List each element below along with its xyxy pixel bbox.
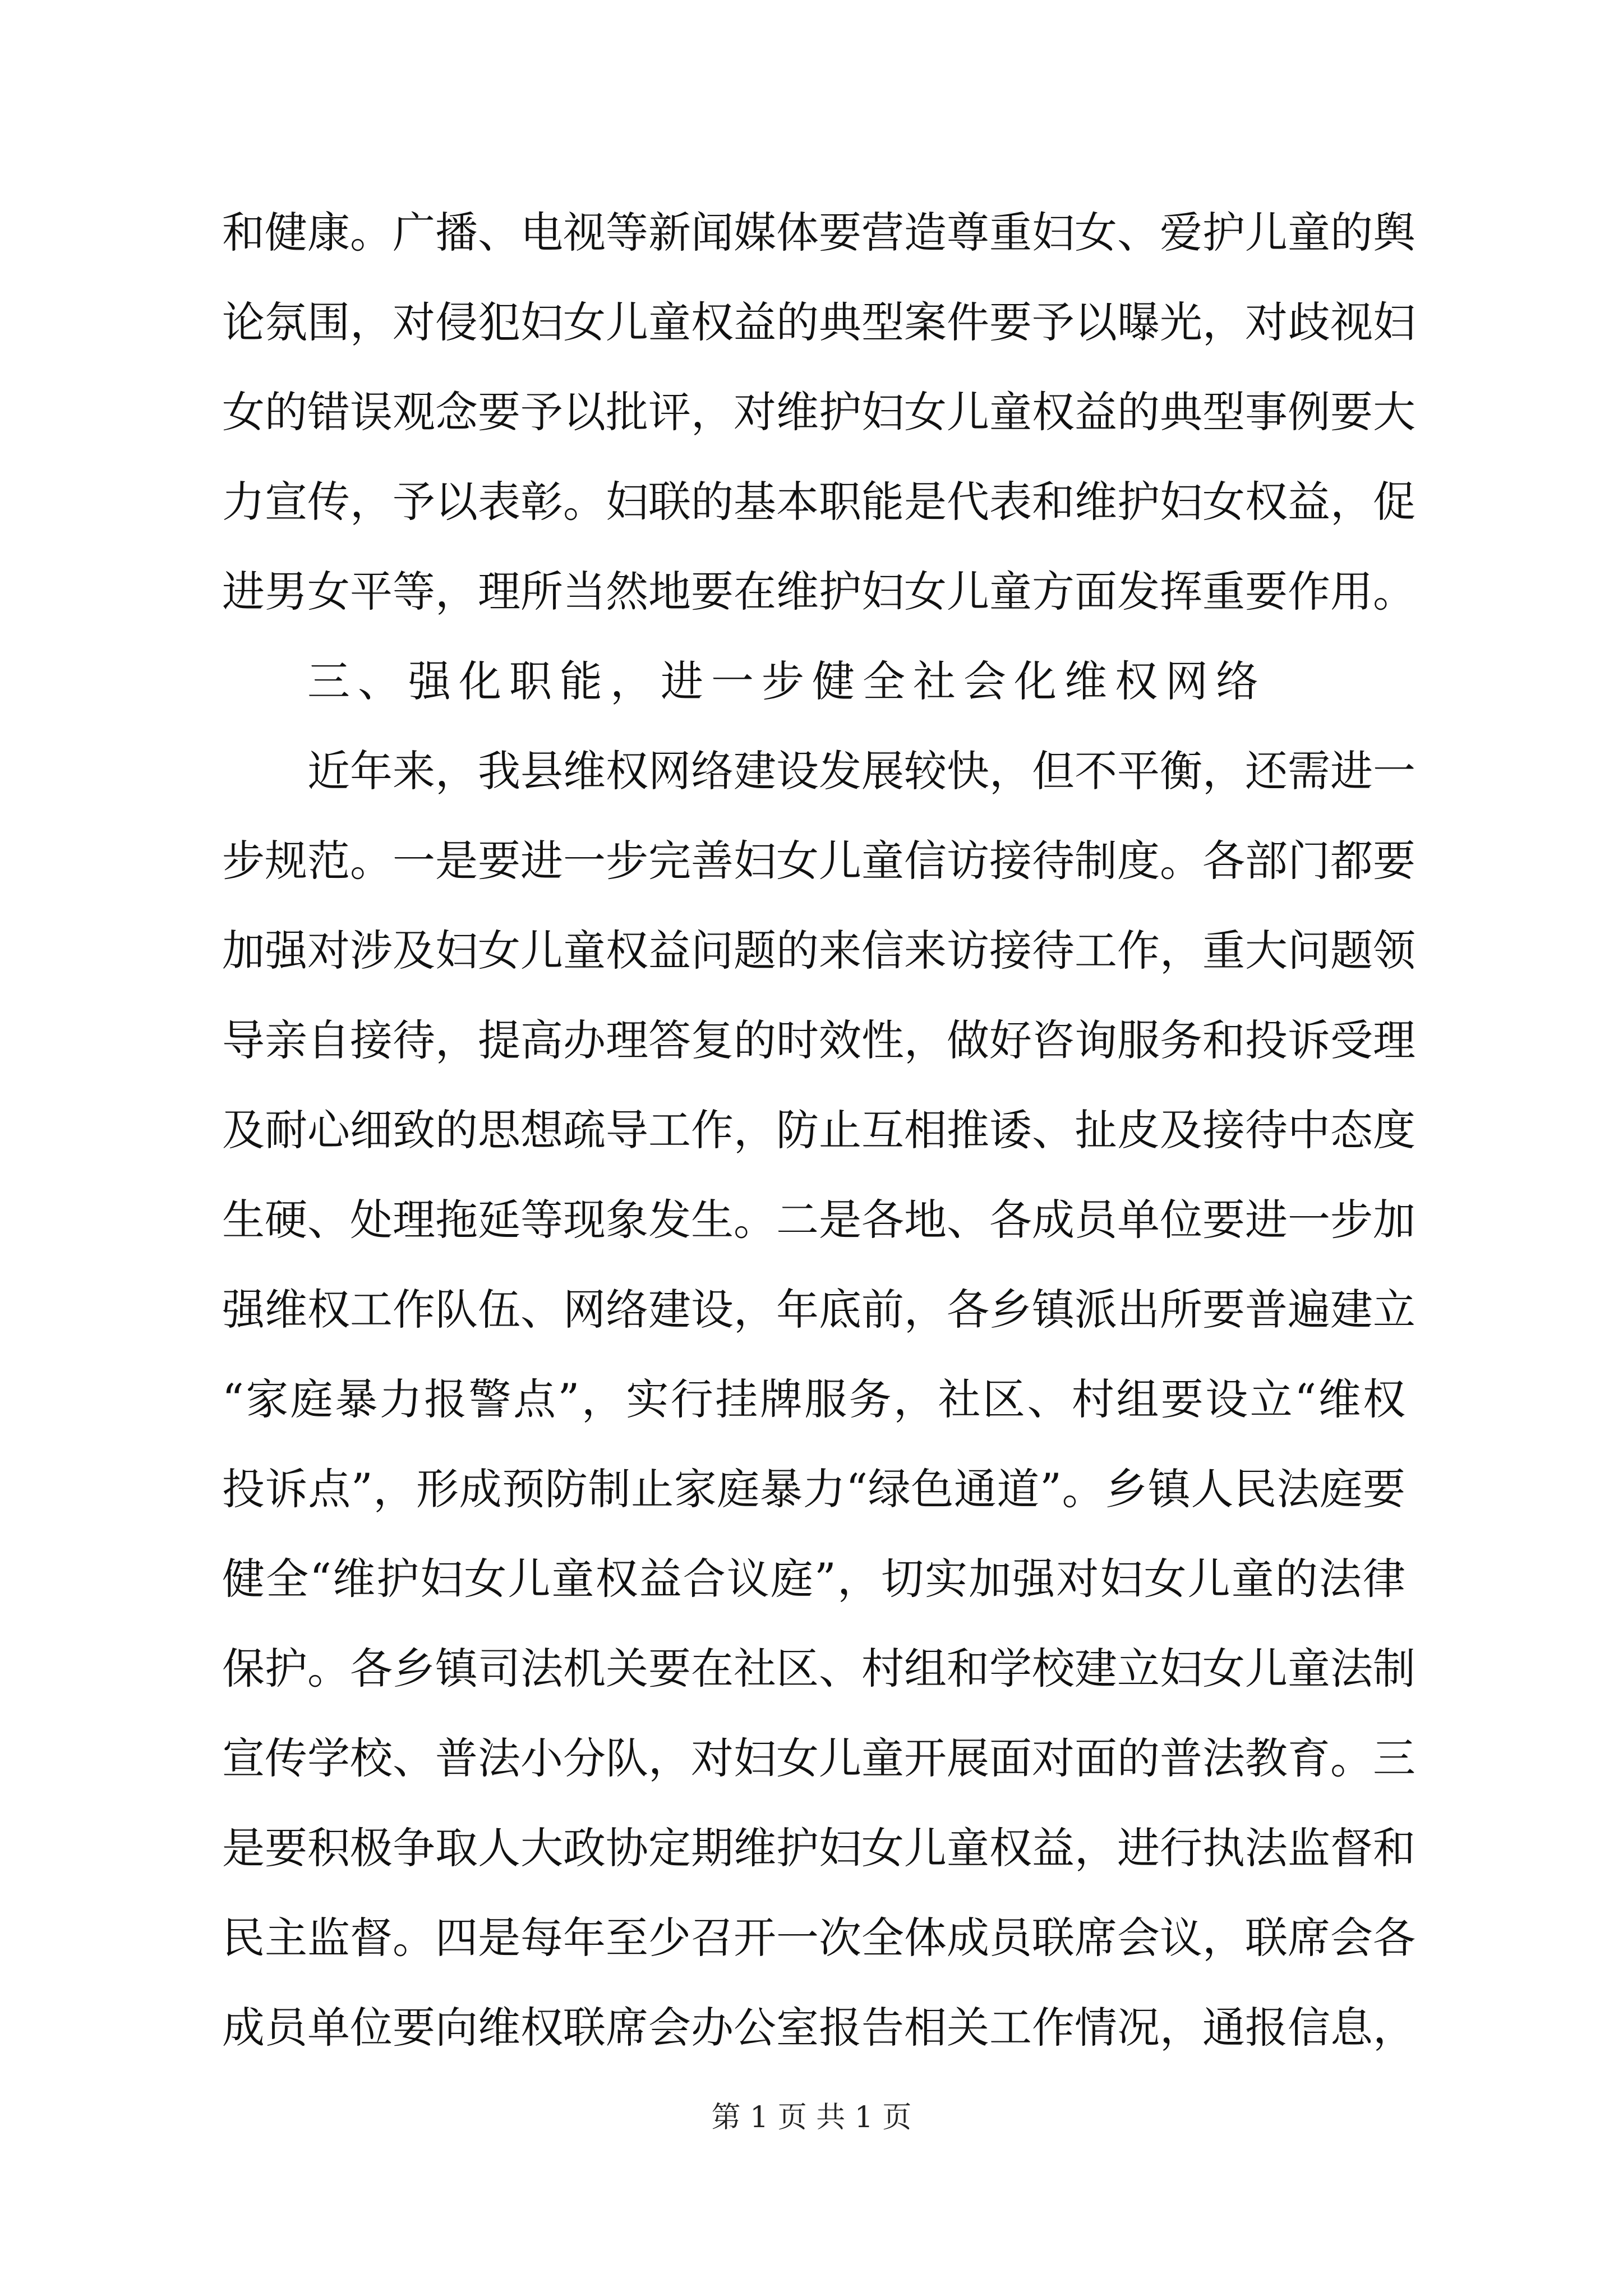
body-line: “家庭暴力报警点”，实行挂牌服务，社区、村组要设立“维权: [222, 1374, 1405, 1424]
page-number-footer: 第 1 页 共 1 页: [711, 2101, 912, 2134]
body-line: 女的错误观念要予以批评，对维护妇女儿童权益的典型事例要大: [222, 387, 1415, 437]
body-line: 步规范。一是要进一步完善妇女儿童信访接待制度。各部门都要: [222, 836, 1415, 886]
body-line: 强维权工作队伍、网络建设，年底前，各乡镇派出所要普遍建立: [222, 1285, 1415, 1335]
body-line: 和健康。广播、电视等新闻媒体要营造尊重妇女、爱护儿童的舆: [222, 208, 1415, 257]
body-line: 保护。各乡镇司法机关要在社区、村组和学校建立妇女儿童法制: [222, 1644, 1415, 1694]
body-line: 加强对涉及妇女儿童权益问题的来信来访接待工作，重大问题领: [222, 926, 1415, 976]
body-line: 及耐心细致的思想疏导工作，防止互相推诿、扯皮及接待中态度: [222, 1105, 1415, 1155]
body-line: 导亲自接待，提高办理答复的时效性，做好咨询服务和投诉受理: [222, 1015, 1415, 1065]
body-line: 是要积极争取人大政协定期维护妇女儿童权益，进行执法监督和: [222, 1823, 1415, 1873]
section-heading: 三、强化职能，进一步健全社会化维权网络: [307, 656, 1266, 706]
body-line: 民主监督。四是每年至少召开一次全体成员联席会议，联席会各: [222, 1913, 1415, 1963]
body-line: 进男女平等，理所当然地要在维护妇女儿童方面发挥重要作用。: [222, 567, 1415, 616]
body-line: 近年来，我县维权网络建设发展较快，但不平衡，还需进一: [307, 746, 1415, 796]
body-line: 健全“维护妇女儿童权益合议庭”，切实加强对妇女儿童的法律: [222, 1554, 1405, 1604]
body-line: 力宣传，予以表彰。妇联的基本职能是代表和维护妇女权益，促: [222, 477, 1415, 527]
body-line: 投诉点”，形成预防制止家庭暴力“绿色通道”。乡镇人民法庭要: [222, 1464, 1405, 1514]
body-line: 论氛围，对侵犯妇女儿童权益的典型案件要予以曝光，对歧视妇: [222, 297, 1415, 347]
body-line: 生硬、处理拖延等现象发生。二是各地、各成员单位要进一步加: [222, 1195, 1415, 1245]
body-line: 成员单位要向维权联席会办公室报告相关工作情况，通报信息，: [222, 2003, 1415, 2053]
body-line: 宣传学校、普法小分队，对妇女儿童开展面对面的普法教育。三: [222, 1733, 1415, 1783]
